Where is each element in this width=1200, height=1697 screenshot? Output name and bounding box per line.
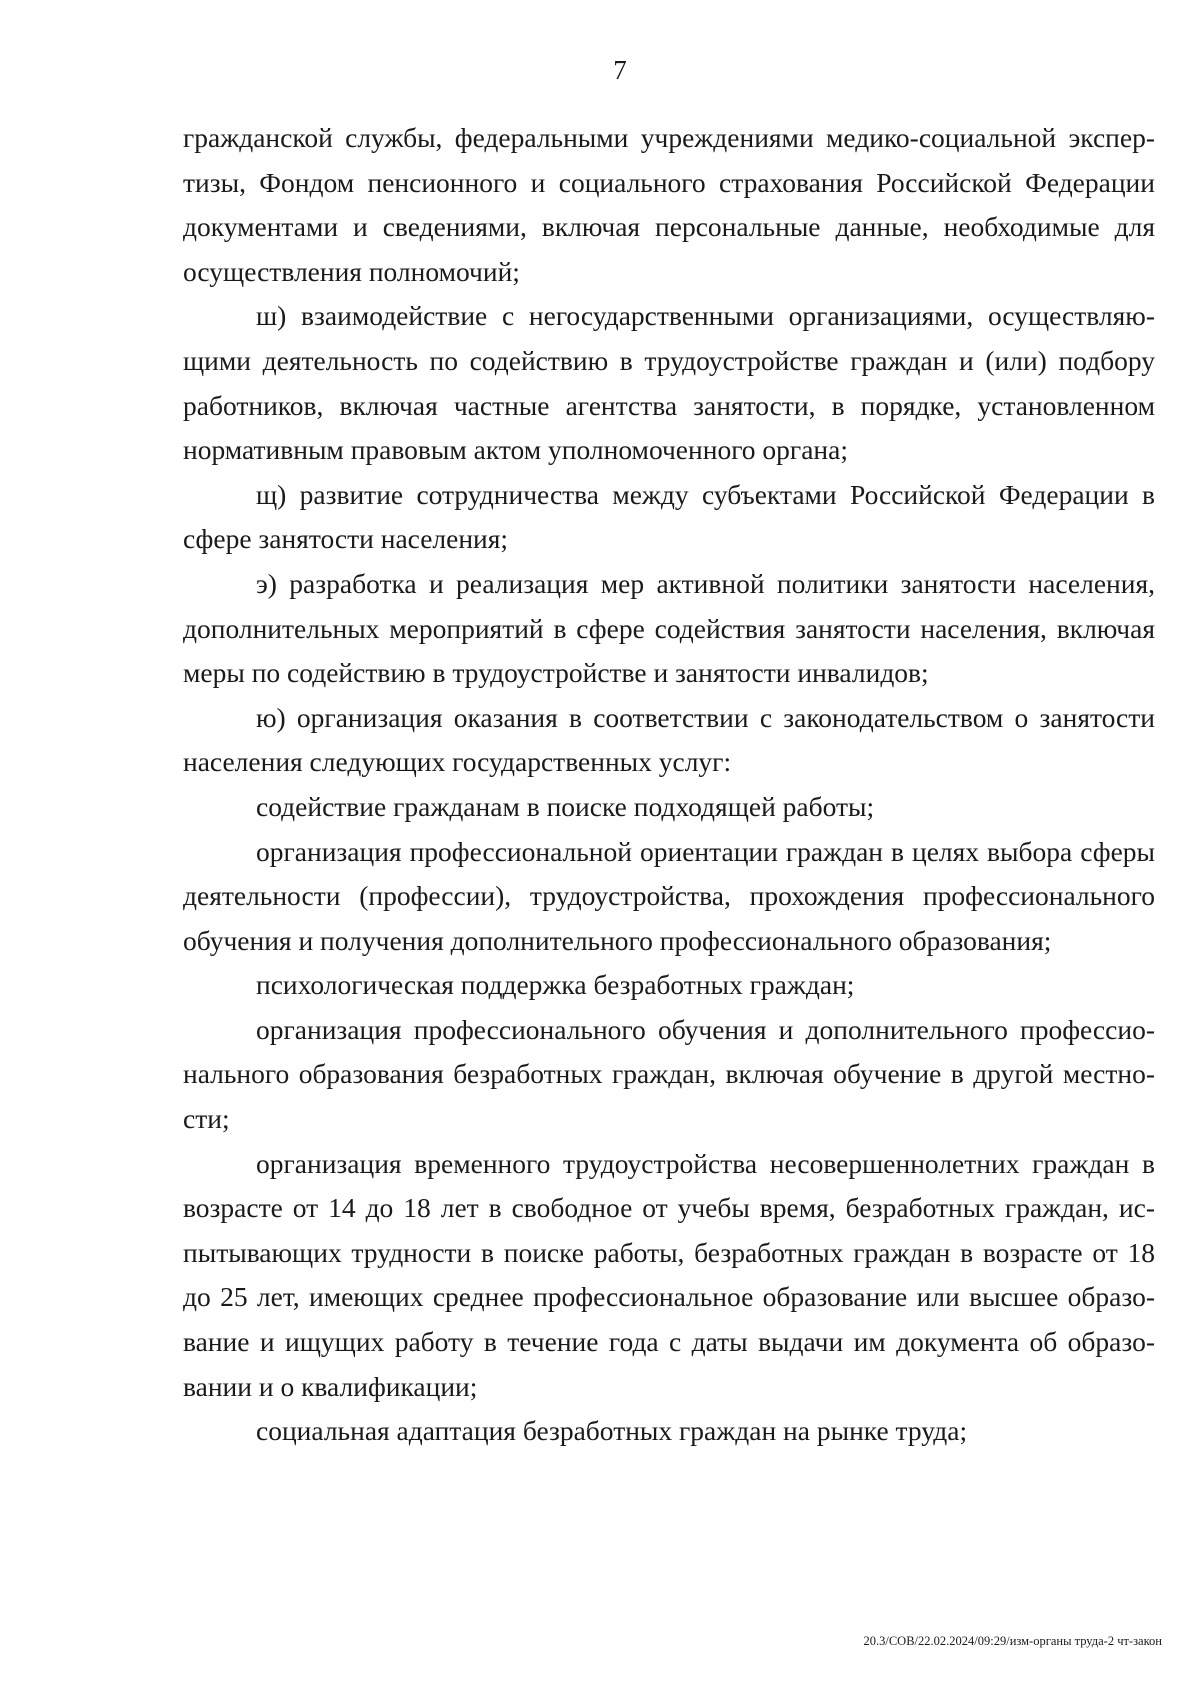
paragraph-item-sha: ш) взаимодействие с негосударственными организациями, осуществляющими деятельность по содействию в трудоустройстве граждан и (или) подбору работников, включая частные агентства занятости, в порядке, установленном нормативным правовым актом уполномоченного органа; [183,300,1155,466]
service-item: организация профессионального обучения и дополнительного профессионального образования безработных граждан, включая обучение в другой местности; [183,1013,1155,1135]
service-item: содействие гражданам в поиске подходящей работы; [256,790,875,822]
paragraph-item-yu: ю) организация оказания в соответствии с законодательством о занятости населения следующих государственных услуг: [183,701,1155,778]
service-item: организация профессиональной ориентации граждан в целях выбора сферы деятельности (профессии), трудоустройства, прохождения профессионального обучения и получения дополнительного профессионального образования; [183,835,1155,956]
service-item: организация временного трудоустройства несовершеннолетних граждан в возрасте от 14 до 18 лет в свободное от учебы время, безработных граждан, испытывающих трудности в поиске работы, безработных граждан в возрасте от 18 до 25 лет, имеющих среднее профессиональное образование или высшее образование и ищущих работу в течение года с даты выдачи им документа об образовании и о квалификации; [183,1147,1155,1402]
paragraph-item-e: э) разработка и реализация мер активной политики занятости населения, дополнительных мероприятий в сфере содействия занятости населения, включая меры по содействию в трудоустройстве и занятости инвалидов; [183,567,1155,689]
paragraph-item-shcha: щ) развитие сотрудничества между субъектами Российской Федерации в сфере занятости населения; [183,478,1155,555]
document-body [183,116,1155,1454]
paragraph-continuation: гражданской службы, федеральными учреждениями медико-социальной экспертизы, Фондом пенсионного и социального страхования Российской Федерации документами и сведениями, включая персональные данные, необходимые для осуществления полномочий; [183,122,1155,287]
service-item: психологическая поддержка безработных граждан; [256,969,855,1001]
footer-document-code: 20.3/СОВ/22.02.2024/09:29/изм-органы труда-2 чт-закон [863,1634,1162,1648]
service-item: социальная адаптация безработных граждан на рынке труда; [256,1415,968,1447]
page-number: 7 [613,55,627,85]
